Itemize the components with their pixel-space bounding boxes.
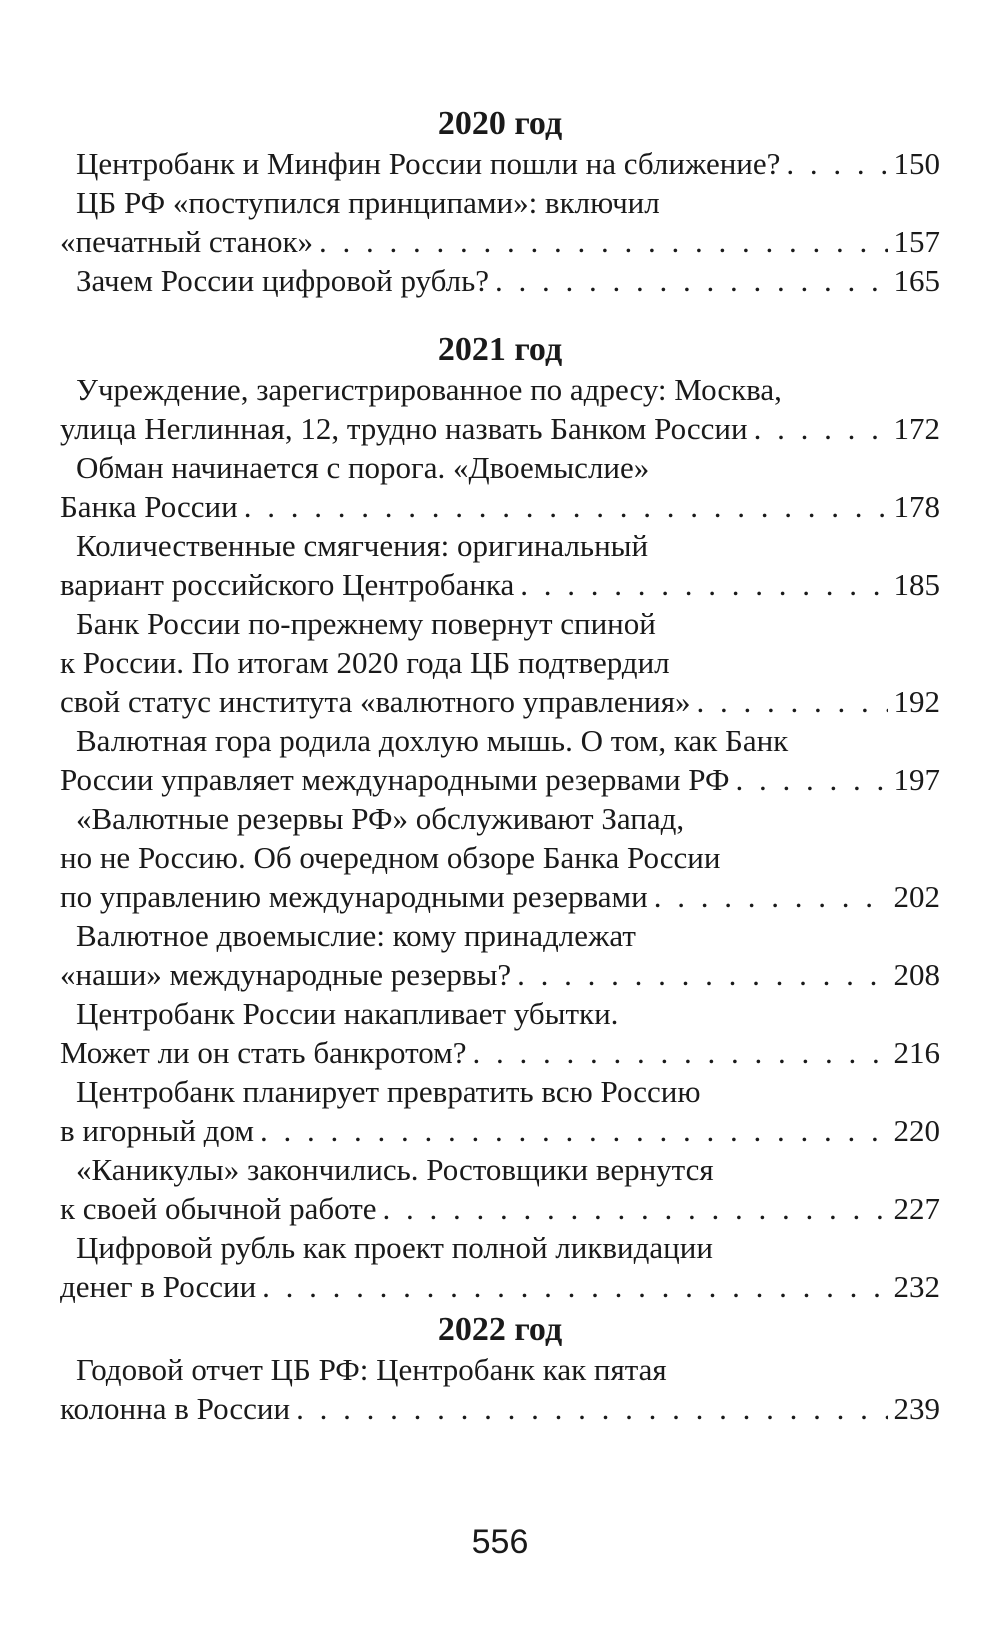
- toc-entry-last-line: [60, 565, 940, 604]
- section-2020: [60, 104, 940, 300]
- toc-entry[interactable]: [60, 144, 940, 183]
- toc-entry-title: но не Россию. Об очередном обзоре Банка России: [60, 840, 721, 875]
- toc-entry-page: 150: [893, 146, 940, 181]
- toc-entry-title: «Каникулы» закончились. Ростовщики вернутся: [76, 1152, 714, 1187]
- toc-entry[interactable]: [60, 183, 940, 261]
- toc-entry-title: по управлению международными резервами: [60, 879, 648, 914]
- toc-entry-title: Банка России: [60, 489, 238, 524]
- dot-leader: [754, 409, 888, 448]
- toc-entry[interactable]: [60, 1350, 940, 1428]
- toc-entry-title: в игорный дом: [60, 1113, 254, 1148]
- toc-entry-page: 197: [893, 762, 940, 797]
- section-year-heading: 2021 год: [437, 331, 563, 368]
- toc-entry-page: 216: [893, 1035, 940, 1070]
- dot-leader: [495, 261, 887, 300]
- dot-leader: [383, 1189, 888, 1228]
- toc-entry-page: 202: [893, 879, 940, 914]
- toc-entry-page: 157: [893, 224, 940, 259]
- toc-entry-page: 239: [893, 1391, 940, 1426]
- toc-entry-line: [60, 1150, 940, 1189]
- toc-entry-page: 172: [893, 411, 940, 446]
- toc-entry[interactable]: [60, 370, 940, 448]
- toc-entry-line: [60, 799, 940, 838]
- toc-entry-title: Банк России по-прежнему повернут спиной: [76, 606, 656, 641]
- dot-leader: [786, 144, 887, 183]
- dot-leader: [517, 955, 887, 994]
- toc-entry-last-line: [60, 1267, 940, 1306]
- toc-entry[interactable]: [60, 604, 940, 721]
- toc-entry-title: денег в России: [60, 1269, 257, 1304]
- toc-entry[interactable]: [60, 994, 940, 1072]
- toc-entry-last-line: [60, 1033, 940, 1072]
- page-number: 556: [471, 1523, 529, 1561]
- toc-entry-line: [60, 604, 940, 643]
- toc-entry-title: Цифровой рубль как проект полной ликвидации: [76, 1230, 713, 1265]
- toc-entry-line: [60, 721, 940, 760]
- toc-entry-title: «Валютные резервы РФ» обслуживают Запад,: [76, 801, 685, 836]
- toc-entry[interactable]: [60, 916, 940, 994]
- toc-entry-page: 178: [893, 489, 940, 524]
- toc-entry-page: 192: [893, 684, 940, 719]
- toc-entry-line: [60, 183, 940, 222]
- toc-entry-last-line: [60, 682, 940, 721]
- toc-entry-page: 220: [893, 1113, 940, 1148]
- toc-entry-page: 232: [893, 1269, 940, 1304]
- toc-entry-title: Валютная гора родила дохлую мышь. О том, как Банк: [76, 723, 789, 758]
- toc-entry-title: Учреждение, зарегистрированное по адресу: Москва,: [76, 372, 782, 407]
- entry-list: [60, 370, 940, 1306]
- toc-entry-last-line: [60, 409, 940, 448]
- toc-entry-last-line: [60, 760, 940, 799]
- toc-entry-title: Зачем России цифровой рубль?: [76, 263, 490, 298]
- toc-entry[interactable]: [60, 526, 940, 604]
- toc-entry-title: Обман начинается с порога. «Двоемыслие»: [76, 450, 650, 485]
- toc-entry-line: [60, 838, 940, 877]
- toc-entry-title: Может ли он стать банкротом?: [60, 1035, 467, 1070]
- toc-entry-line: [60, 916, 940, 955]
- toc-entry[interactable]: [60, 1228, 940, 1306]
- toc-entry-page: 208: [893, 957, 940, 992]
- toc-entry-title: «наши» международные резервы?: [60, 957, 512, 992]
- toc-entry-line: [60, 1350, 940, 1389]
- dot-leader: [260, 1111, 888, 1150]
- toc-entry-line: [60, 643, 940, 682]
- entry-list: [60, 144, 940, 300]
- toc-entry-page: 227: [893, 1191, 940, 1226]
- toc-entry[interactable]: [60, 721, 940, 799]
- toc-entry-last-line: [60, 144, 940, 183]
- toc-entry-line: [60, 370, 940, 409]
- dot-leader: [473, 1033, 888, 1072]
- toc-entry-last-line: [60, 222, 940, 261]
- toc-entry-last-line: [60, 955, 940, 994]
- toc-entry-last-line: [60, 261, 940, 300]
- toc-entry-line: [60, 448, 940, 487]
- toc-entry-page: 165: [893, 263, 940, 298]
- toc-entry-title: улица Неглинная, 12, трудно назвать Банком России: [60, 411, 748, 446]
- toc-entry-last-line: [60, 1111, 940, 1150]
- dot-leader: [319, 222, 887, 261]
- toc-entry-title: России управляет международными резервами РФ: [60, 762, 730, 797]
- dot-leader: [736, 760, 888, 799]
- toc-entry-title: Центробанк и Минфин России пошли на сближение?: [76, 146, 781, 181]
- toc-entry-title: Центробанк планирует превратить всю Россию: [76, 1074, 701, 1109]
- dot-leader: [262, 1267, 887, 1306]
- toc-entry-last-line: [60, 877, 940, 916]
- toc-entry-page: 185: [893, 567, 940, 602]
- toc-entry-title: Годовой отчет ЦБ РФ: Центробанк как пятая: [76, 1352, 667, 1387]
- toc-entry-line: [60, 1228, 940, 1267]
- section-2021: [60, 330, 940, 1306]
- toc-entry[interactable]: [60, 799, 940, 916]
- toc-entry[interactable]: [60, 1072, 940, 1150]
- section-year-heading: 2022 год: [437, 1311, 563, 1348]
- toc-entry-last-line: [60, 1389, 940, 1428]
- toc-entry-line: [60, 1072, 940, 1111]
- toc-entry[interactable]: [60, 261, 940, 300]
- toc-entry-line: [60, 526, 940, 565]
- toc-entry[interactable]: [60, 1150, 940, 1228]
- toc-entry-last-line: [60, 487, 940, 526]
- toc-entry-line: [60, 994, 940, 1033]
- toc-entry-title: к своей обычной работе: [60, 1191, 377, 1226]
- section-2022: [60, 1310, 940, 1428]
- toc-entry-title: ЦБ РФ «поступился принципами»: включил: [76, 185, 660, 220]
- toc-entry-title: Количественные смягчения: оригинальный: [76, 528, 649, 563]
- toc-entry-title: Центробанк России накапливает убытки.: [76, 996, 619, 1031]
- entry-list: [60, 1350, 940, 1428]
- section-year-heading: 2020 год: [437, 105, 563, 142]
- dot-leader: [520, 565, 887, 604]
- toc-entry-title: вариант российского Центробанка: [60, 567, 515, 602]
- toc-entry[interactable]: [60, 448, 940, 526]
- dot-leader: [244, 487, 888, 526]
- dot-leader: [296, 1389, 887, 1428]
- toc-entry-title: свой статус института «валютного управления»: [60, 684, 691, 719]
- dot-leader: [697, 682, 888, 721]
- toc-entry-title: «печатный станок»: [60, 224, 314, 259]
- toc-entry-title: колонна в России: [60, 1391, 291, 1426]
- toc-entry-last-line: [60, 1189, 940, 1228]
- toc-entry-title: к России. По итогам 2020 года ЦБ подтвердил: [60, 645, 670, 680]
- dot-leader: [654, 877, 888, 916]
- toc-entry-title: Валютное двоемыслие: кому принадлежат: [76, 918, 636, 953]
